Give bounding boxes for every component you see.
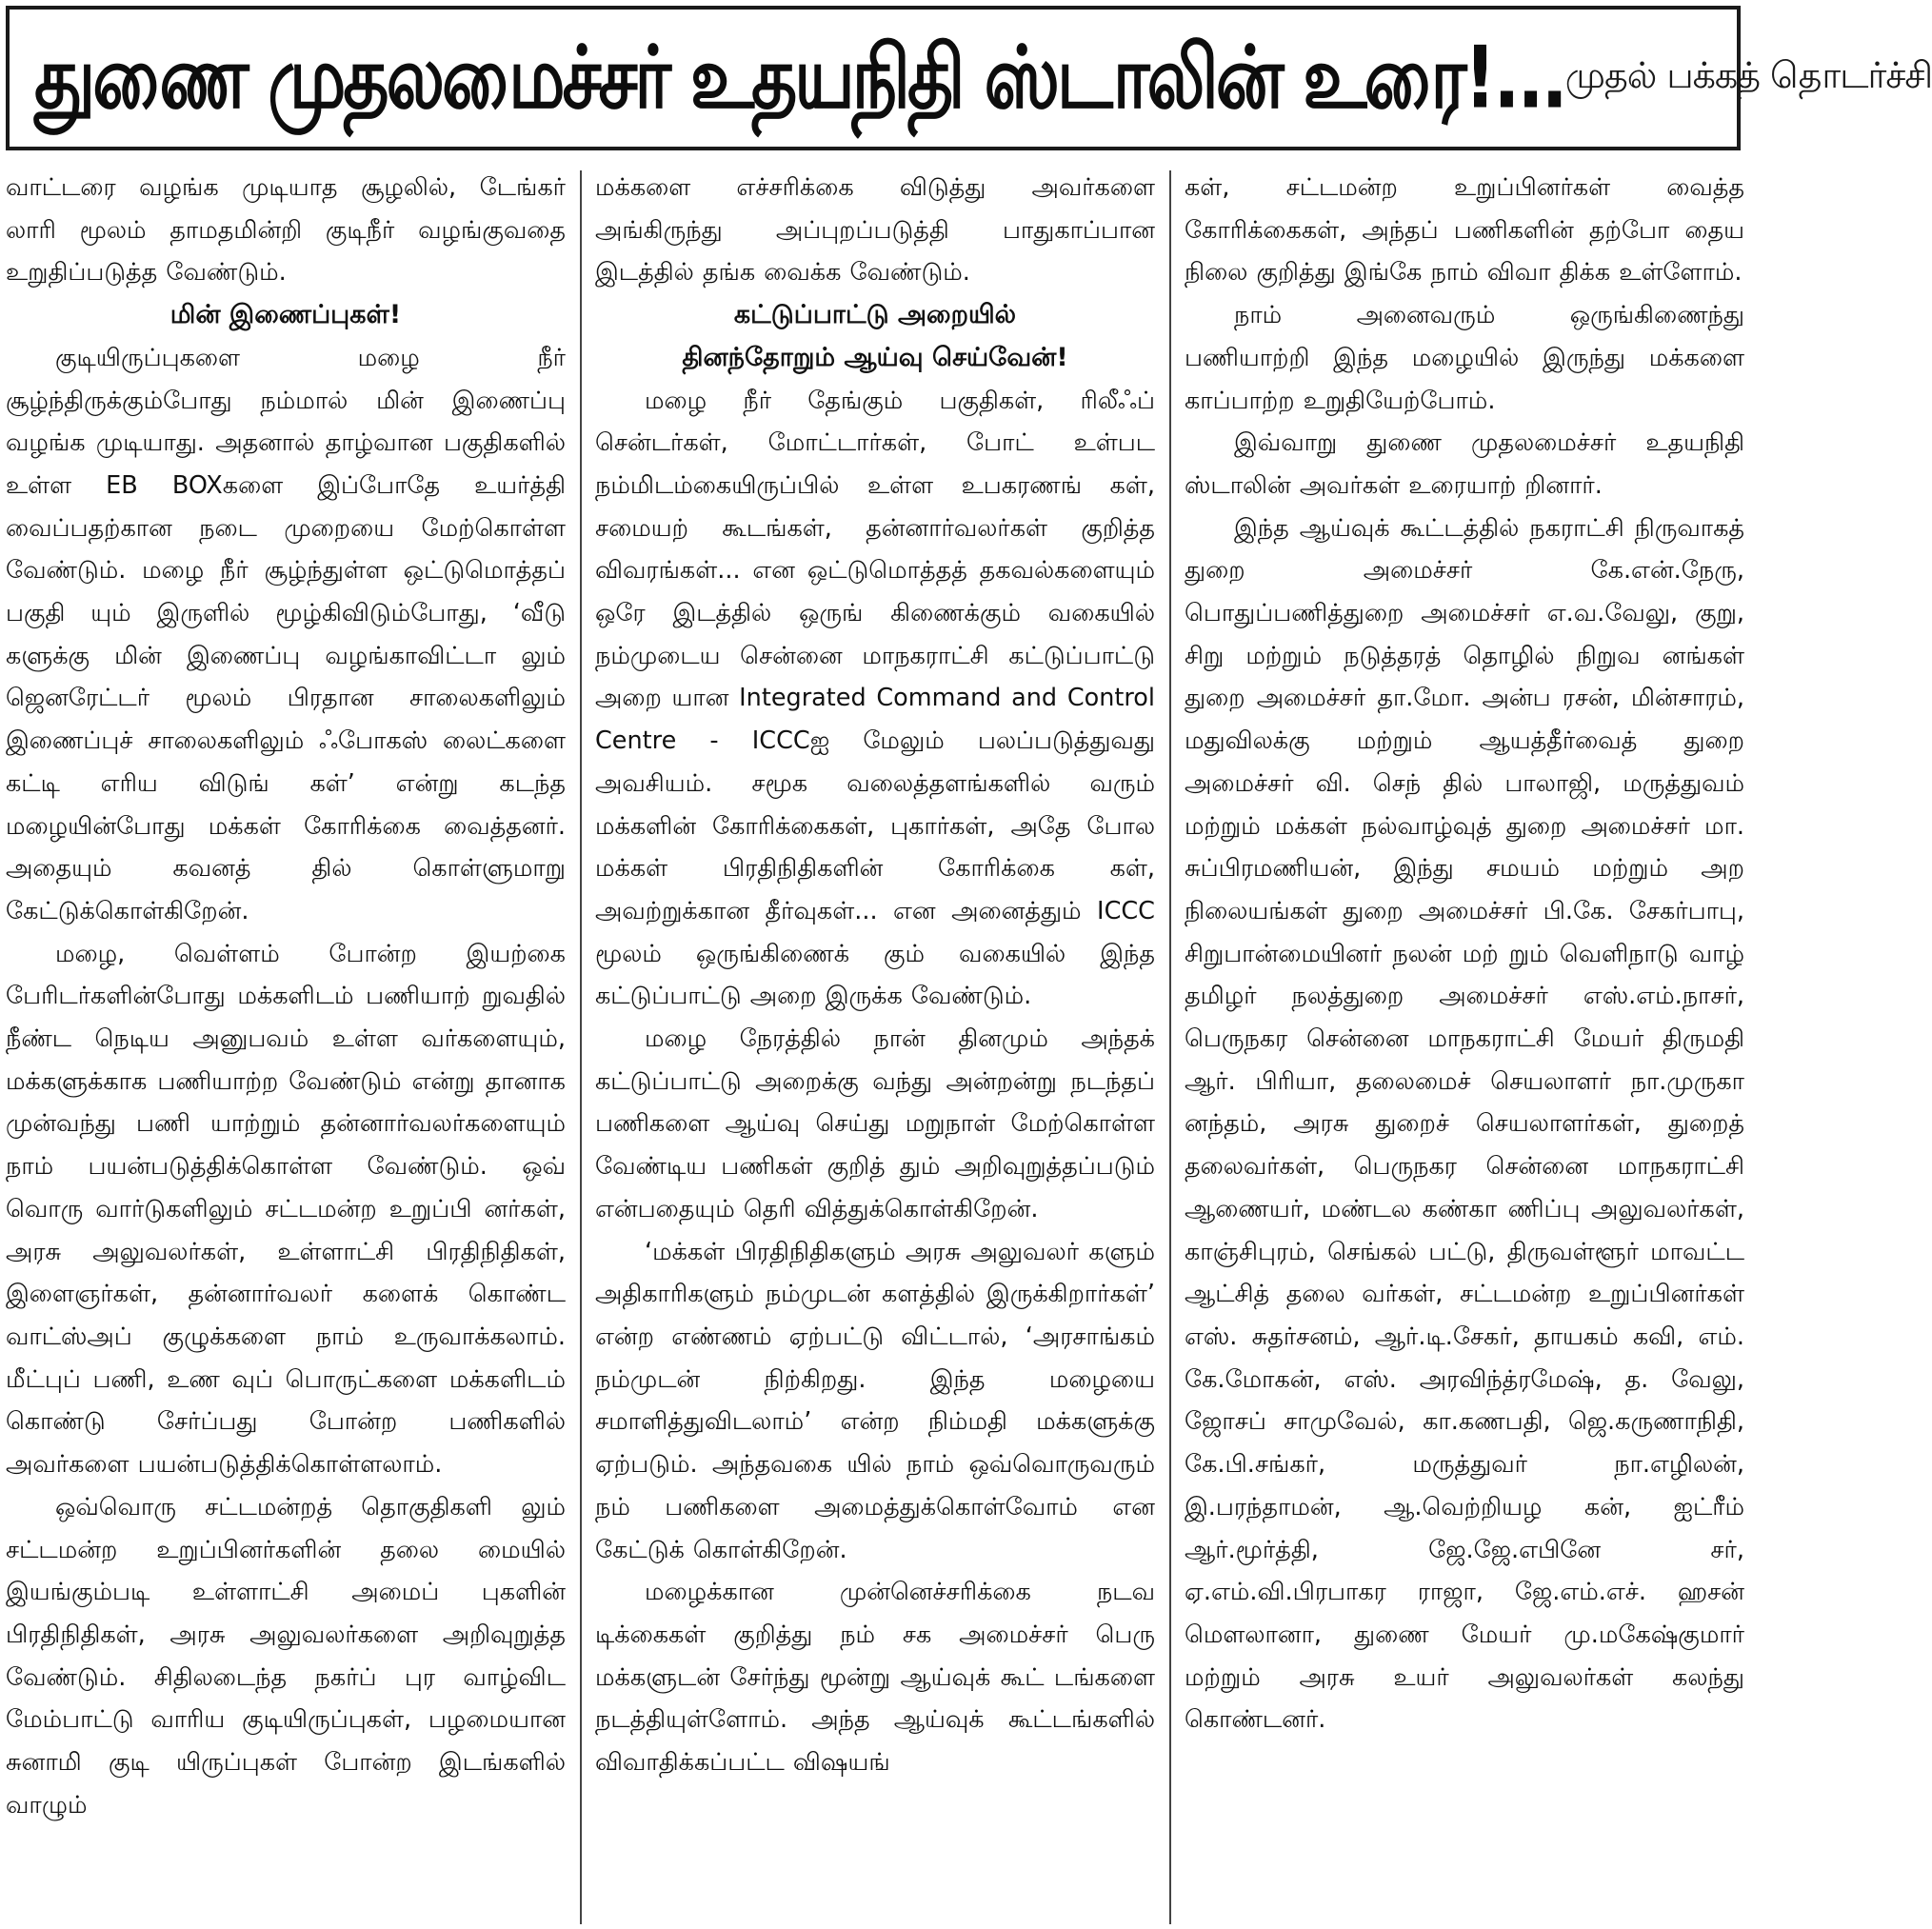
article-paragraph: குடியிருப்புகளை மழை நீர் சூழ்ந்திருக்கும்போது நம்மால் மின் இணைப்பு வழங்க முடியாது. அதனால் தாழ்வான பகுதிகளில் உள்ள EB BOXகளை இப்போதே உயர்த்தி வைப்பதற்கான நடை முறையை மேற்கொள்ள வேண்டும். மழை நீர் சூழ்ந்துள்ள ஒட்டுமொத்தப் பகுதி யும் இருளில் மூழ்கிவிடும்போது, ‘வீடு களுக்கு மின் இணைப்பு வழங்காவிட்டா லும் ஜெனரேட்டர் மூலம் பிரதான சாலைகளிலும் இணைப்புச் சாலைகளிலும் ஃபோகஸ் லைட்களை கட்டி எரிய விடுங் கள்’ என்று கடந்த மழையின்போது மக்கள் கோரிக்கை வைத்தனர். அதையும் கவனத் தில் கொள்ளுமாறு கேட்டுக்கொள்கிறேன். <box>6 343 566 925</box>
article-paragraph: மழைக்கான முன்னெச்சரிக்கை நடவ டிக்கைகள் குறித்து நம் சக அமைச்சர் பெரு மக்களுடன் சேர்ந்து மூன்று ஆய்வுக் கூட் டங்களை நடத்தியுள்ளோம். அந்த ஆய்வுக் கூட்டங்களில் விவாதிக்கப்பட்ட விஷயங் <box>595 1578 1155 1778</box>
article-paragraph: மழை நீர் தேங்கும் பகுதிகள், ரிலீஃப் சென்டர்கள், மோட்டார்கள், போட் உள்பட நம்மிடம்கையிருப்பில் உள்ள உபகரணங் கள், சமையற் கூடங்கள், தன்னார்வலர்கள் குறித்த விவரங்கள்... என ஒட்டுமொத்தத் தகவல்களையும் ஒரே இடத்தில் ஒருங் கிணைக்கும் வகையில் நம்முடைய சென்னை மாநகராட்சி கட்டுப்பாட்டு அறை யான Integrated Command and Control Centre - ICCCஐ மேலும் பலப்படுத்துவது அவசியம். சமூக வலைத்தளங்களில் வரும் மக்களின் கோரிக்கைகள், புகார்கள், அதே போல மக்கள் பிரதிநிதிகளின் கோரிக்கை கள், அவற்றுக்கான தீர்வுகள்... என அனைத்தும் ICCC மூலம் ஒருங்கிணைக் கும் வகையில் இந்த கட்டுப்பாட்டு அறை இருக்க வேண்டும். <box>595 386 1155 1011</box>
article-column-1 <box>6 167 566 1924</box>
headline-box <box>6 6 1932 150</box>
article-paragraph: இவ்வாறு துணை முதலமைச்சர் உதயநிதி ஸ்டாலின் அவர்கள் உரையாற் றினார். <box>1185 428 1744 500</box>
article-column-2 <box>595 167 1155 1924</box>
article-paragraph: இந்த ஆய்வுக் கூட்டத்தில் நகராட்சி நிருவாகத் துறை அமைச்சர் கே.என்.நேரு, பொதுப்பணித்துறை அமைச்சர் எ.வ.வேலு, குறு, சிறு மற்றும் நடுத்தரத் தொழில் நிறுவ னங்கள் துறை அமைச்சர் தா.மோ. அன்ப ரசன், மின்சாரம், மதுவிலக்கு மற்றும் ஆயத்தீர்வைத் துறை அமைச்சர் வி. செந் தில் பாலாஜி, மருத்துவம் மற்றும் மக்கள் நல்வாழ்வுத் துறை அமைச்சர் மா. சுப்பிரமணியன், இந்து சமயம் மற்றும் அற நிலையங்கள் துறை அமைச்சர் பி.கே. சேகர்பாபு, சிறுபான்மையினர் நலன் மற் றும் வெளிநாடு வாழ் தமிழர் நலத்துறை அமைச்சர் எஸ்.எம்.நாசர், பெருநகர சென்னை மாநகராட்சி மேயர் திருமதி ஆர். பிரியா, தலைமைச் செயலாளர் நா.முருகா னந்தம், அரசு துறைச் செயலாளர்கள், துறைத் தலைவர்கள், பெருநகர சென்னை மாநகராட்சி ஆணையர், மண்டல கண்கா ணிப்பு அலுவலர்கள், காஞ்சிபுரம், செங்கல் பட்டு, திருவள்ளூர் மாவட்ட ஆட்சித் தலை வர்கள், சட்டமன்ற உறுப்பினர்கள் எஸ். சுதர்சனம், ஆர்.டி.சேகர், தாயகம் கவி, எம். கே.மோகன், எஸ். அரவிந்த்ரமேஷ், த. வேலு, ஜோசப் சாமுவேல், கா.கணபதி, ஜெ.கருணாநிதி, கே.பி.சங்கர், மருத்துவர் நா.எழிலன், இ.பரந்தாமன், ஆ.வெற்றியழ கன், ஐட்ரீம் ஆர்.மூர்த்தி, ஜே.ஜே.எபினே சர், ஏ.எம்.வி.பிரபாகர ராஜா, ஜே.எம்.எச். ஹசன் மௌலானா, துணை மேயர் மு.மகேஷ்குமார் மற்றும் அரசு உயர் அலுவலர்கள் கலந்து கொண்டனர். <box>1185 513 1744 1735</box>
article-paragraph: மழை நேரத்தில் நான் தினமும் அந்தக் கட்டுப்பாட்டு அறைக்கு வந்து அன்றன்று நடந்தப் பணிகளை ஆய்வு செய்து மறுநாள் மேற்கொள்ள வேண்டிய பணிகள் குறித் தும் அறிவுறுத்தப்படும் என்பதையும் தெரி வித்துக்கொள்கிறேன். <box>595 1024 1155 1223</box>
section-subheading: மின் இணைப்புகள்! <box>169 300 402 330</box>
column-divider <box>580 170 582 1924</box>
section-subheading: தினந்தோறும் ஆய்வு செய்வேன்! <box>682 342 1068 372</box>
article-paragraph: வாட்டரை வழங்க முடியாத சூழலில், டேங்கர் லாரி மூலம் தாமதமின்றி குடிநீர் வழங்குவதை உறுதிப்படுத்த வேண்டும். <box>6 173 566 288</box>
article-paragraph: ‘மக்கள் பிரதிநிதிகளும் அரசு அலுவலர் களும் அதிகாரிகளும் நம்முடன் களத்தில் இருக்கிறார்கள்’ என்ற எண்ணம் ஏற்பட்டு விட்டால், ‘அரசாங்கம் நம்முடன் நிற்கிறது. இந்த மழையை சமாளித்துவிடலாம்’ என்ற நிம்மதி மக்களுக்கு ஏற்படும். அந்தவகை யில் நாம் ஒவ்வொருவரும் நம் பணிகளை அமைத்துக்கொள்வோம் என கேட்டுக் கொள்கிறேன். <box>595 1237 1155 1564</box>
article-paragraph: மழை, வெள்ளம் போன்ற இயற்கை பேரிடர்களின்போது மக்களிடம் பணியாற் றுவதில் நீண்ட நெடிய அனுபவம் உள்ள வர்களையும், மக்களுக்காக பணியாற்ற வேண்டும் என்று தானாக முன்வந்து பணி யாற்றும் தன்னார்வலர்களையும் நாம் பயன்படுத்திக்கொள்ள வேண்டும். ஒவ் வொரு வார்டுகளிலும் சட்டமன்ற உறுப்பி னர்கள், அரசு அலுவலர்கள், உள்ளாட்சி பிரதிநிதிகள், இளைஞர்கள், தன்னார்வலர் களைக் கொண்ட வாட்ஸ்அப் குழுக்களை நாம் உருவாக்கலாம். மீட்புப் பணி, உண வுப் பொருட்களை மக்களிடம் கொண்டு சேர்ப்பது போன்ற பணிகளில் அவர்களை பயன்படுத்திக்கொள்ளலாம். <box>6 939 566 1480</box>
article-columns <box>6 167 1744 1924</box>
headline-continuation: முதல் பக்கத் தொடர்ச்சி <box>1564 54 1932 96</box>
article-column-3 <box>1185 167 1744 1924</box>
article-paragraph: மக்களை எச்சரிக்கை விடுத்து அவர்களை அங்கிருந்து அப்புறப்படுத்தி பாதுகாப்பான இடத்தில் தங்க வைக்க வேண்டும். <box>595 173 1155 288</box>
article-paragraph: ஒவ்வொரு சட்டமன்றத் தொகுதிகளி லும் சட்டமன்ற உறுப்பினர்களின் தலை மையில் இயங்கும்படி உள்ளாட்சி அமைப் புகளின் பிரதிநிதிகள், அரசு அலுவலர்களை அறிவுறுத்த வேண்டும். சிதிலடைந்த நகர்ப் புர வாழ்விட மேம்பாட்டு வாரிய குடியிருப்புகள், பழமையான சுனாமி குடி யிருப்புகள் போன்ற இடங்களில் வாழும் <box>6 1492 566 1820</box>
column-divider <box>1169 170 1171 1924</box>
article-paragraph: கள், சட்டமன்ற உறுப்பினர்கள் வைத்த கோரிக்கைகள், அந்தப் பணிகளின் தற்போ தைய நிலை குறித்து இங்கே நாம் விவா திக்க உள்ளோம். <box>1185 173 1744 288</box>
article-paragraph: நாம் அனைவரும் ஒருங்கிணைந்து பணியாற்றி இந்த மழையில் இருந்து மக்களை காப்பாற்ற உறுதியேற்போம். <box>1185 301 1744 415</box>
headline-title: துணை முதலமைச்சர் உதயநிதி ஸ்டாலின் உரை!... <box>34 28 1565 129</box>
section-subheading: கட்டுப்பாட்டு அறையில் <box>733 300 1017 330</box>
